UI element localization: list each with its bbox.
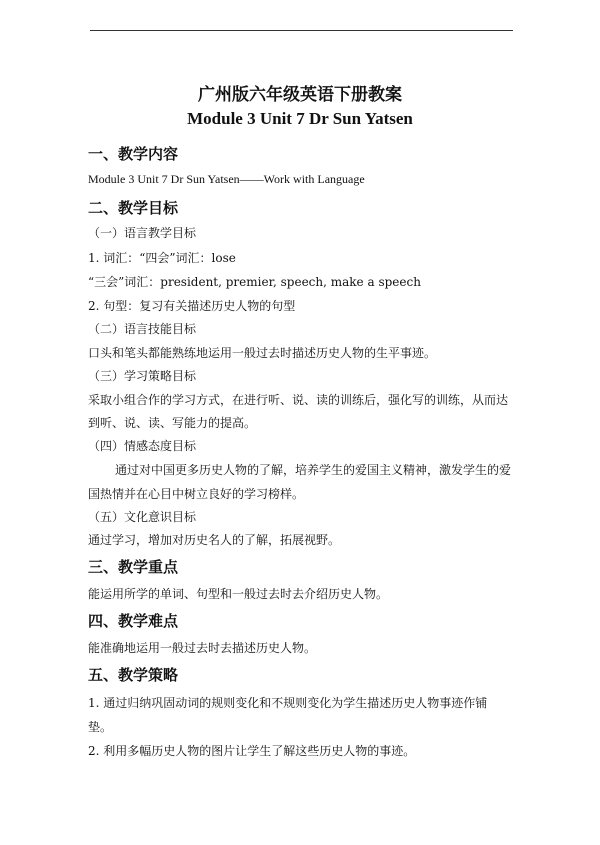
objective-line: 口头和笔头都能熟练地运用一般过去时描述历史人物的生平事迹。	[88, 346, 437, 360]
section-heading-key-points: 三、教学重点	[88, 558, 179, 576]
section-heading-difficulties: 四、教学难点	[88, 612, 179, 630]
objective-line: 采取小组合作的学习方式，在进行听、说、读的训练后，强化写的训练，从而达	[88, 393, 509, 407]
objective-line: 2. 句型：复习有关描述历史人物的句型	[88, 299, 296, 313]
content-text: Module 3 Unit 7 Dr Sun Yatsen——Work with Language	[88, 172, 365, 186]
document-subtitle: Module 3 Unit 7 Dr Sun Yatsen	[187, 109, 413, 128]
difficulties-text: 能准确地运用一般过去时去描述历史人物。	[88, 641, 317, 655]
strategy-line: 2. 利用多幅历史人物的图片让学生了解这些历史人物的事迹。	[88, 744, 416, 758]
objective-subheading: （二）语言技能目标	[88, 322, 197, 336]
objective-line: 到听、说、读、写能力的提高。	[88, 416, 257, 430]
objective-line: 国热情并在心目中树立良好的学习榜样。	[88, 487, 305, 501]
objective-subheading: （一）语言教学目标	[88, 226, 197, 240]
section-heading-objectives: 二、教学目标	[88, 199, 179, 217]
objective-subheading: （四）情感态度目标	[88, 439, 197, 453]
objective-line: 通过学习，增加对历史名人的了解，拓展视野。	[88, 533, 341, 547]
strategy-line: 垫。	[88, 720, 113, 734]
objective-subheading: （三）学习策略目标	[88, 369, 197, 383]
objective-line: 1. 词汇：“四会”词汇：lose	[88, 251, 236, 265]
document-title: 广州版六年级英语下册教案	[198, 85, 402, 105]
section-heading-strategies: 五、教学策略	[88, 666, 179, 684]
section-heading-content: 一、教学内容	[88, 145, 179, 163]
header-rule	[90, 30, 513, 31]
strategy-line: 1. 通过归纳巩固动词的规则变化和不规则变化为学生描述历史人物事迹作铺	[88, 696, 488, 710]
objective-line: 通过对中国更多历史人物的了解，培养学生的爱国主义精神，激发学生的爱	[115, 463, 512, 477]
key-points-text: 能运用所学的单词、句型和一般过去时去介绍历史人物。	[88, 587, 389, 601]
objective-line: “三会”词汇：president, premier, speech, make a speech	[88, 275, 421, 289]
objective-subheading: （五）文化意识目标	[88, 510, 197, 524]
